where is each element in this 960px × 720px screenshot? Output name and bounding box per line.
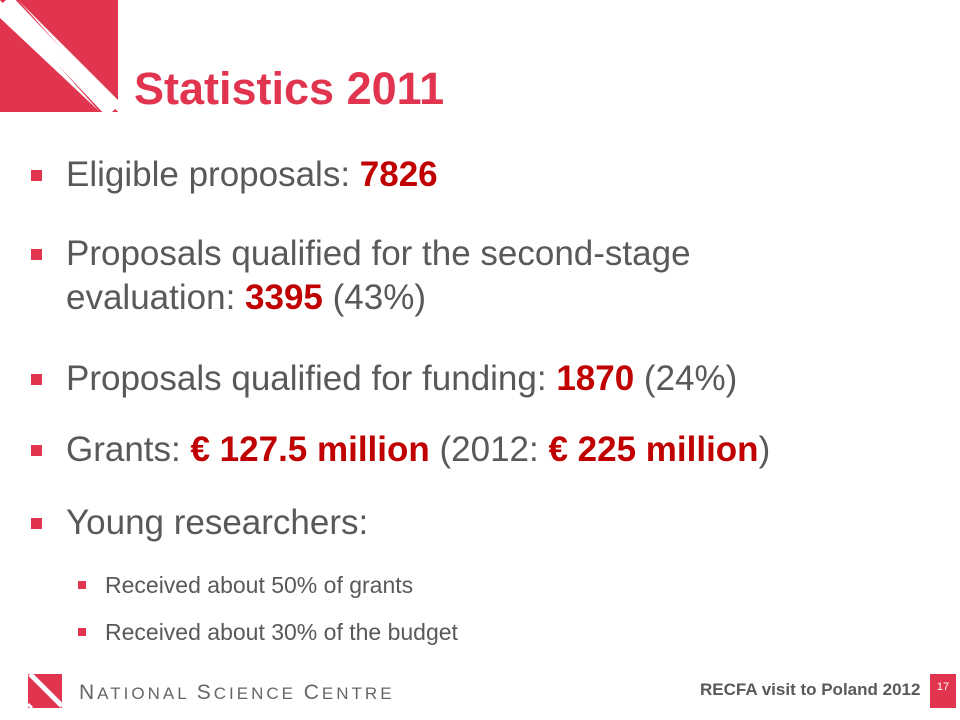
- ncn-logo-small-icon: [28, 674, 62, 708]
- bullet-suffix: (24%): [634, 359, 738, 398]
- sub-bullet-square-icon: [78, 581, 86, 589]
- bullet-value: € 127.5 million: [190, 430, 430, 469]
- footer-organization-name: NATIONAL SCIENCE CENTRE: [79, 681, 395, 704]
- sub-bullet-text: Received about 50% of grants: [105, 572, 414, 598]
- bullet-square-icon: [31, 249, 42, 260]
- bullet-value: 7826: [359, 155, 438, 194]
- bullet-square-icon: [31, 518, 42, 529]
- bullet-middle: (2012:: [429, 430, 549, 469]
- footer-event-label: RECFA visit to Poland 2012: [700, 680, 921, 699]
- bullet-value-2012: € 225 million: [548, 430, 759, 469]
- bullet-suffix: ): [758, 430, 771, 469]
- sub-bullet-square-icon: [78, 628, 86, 636]
- page-number: 17: [930, 674, 956, 708]
- slide-title: Statistics 2011: [134, 63, 445, 114]
- bullet-text: Eligible proposals:: [66, 155, 360, 194]
- bullet-suffix: (43%): [322, 278, 426, 317]
- bullet-text: Proposals qualified for the second-stage evaluation:: [66, 234, 691, 317]
- bullet-square-icon: [31, 374, 42, 385]
- bullet-text: Grants:: [66, 430, 191, 469]
- bullet-value: 3395: [245, 278, 323, 317]
- ncn-logo-icon: [0, 0, 118, 112]
- bullet-square-icon: [31, 170, 42, 181]
- bullet-text: Young researchers:: [66, 503, 369, 542]
- bullet-value: 1870: [556, 359, 635, 398]
- sub-bullet-text: Received about 30% of the budget: [105, 619, 458, 645]
- bullet-square-icon: [31, 445, 42, 456]
- bullet-text: Proposals qualified for funding:: [66, 359, 557, 398]
